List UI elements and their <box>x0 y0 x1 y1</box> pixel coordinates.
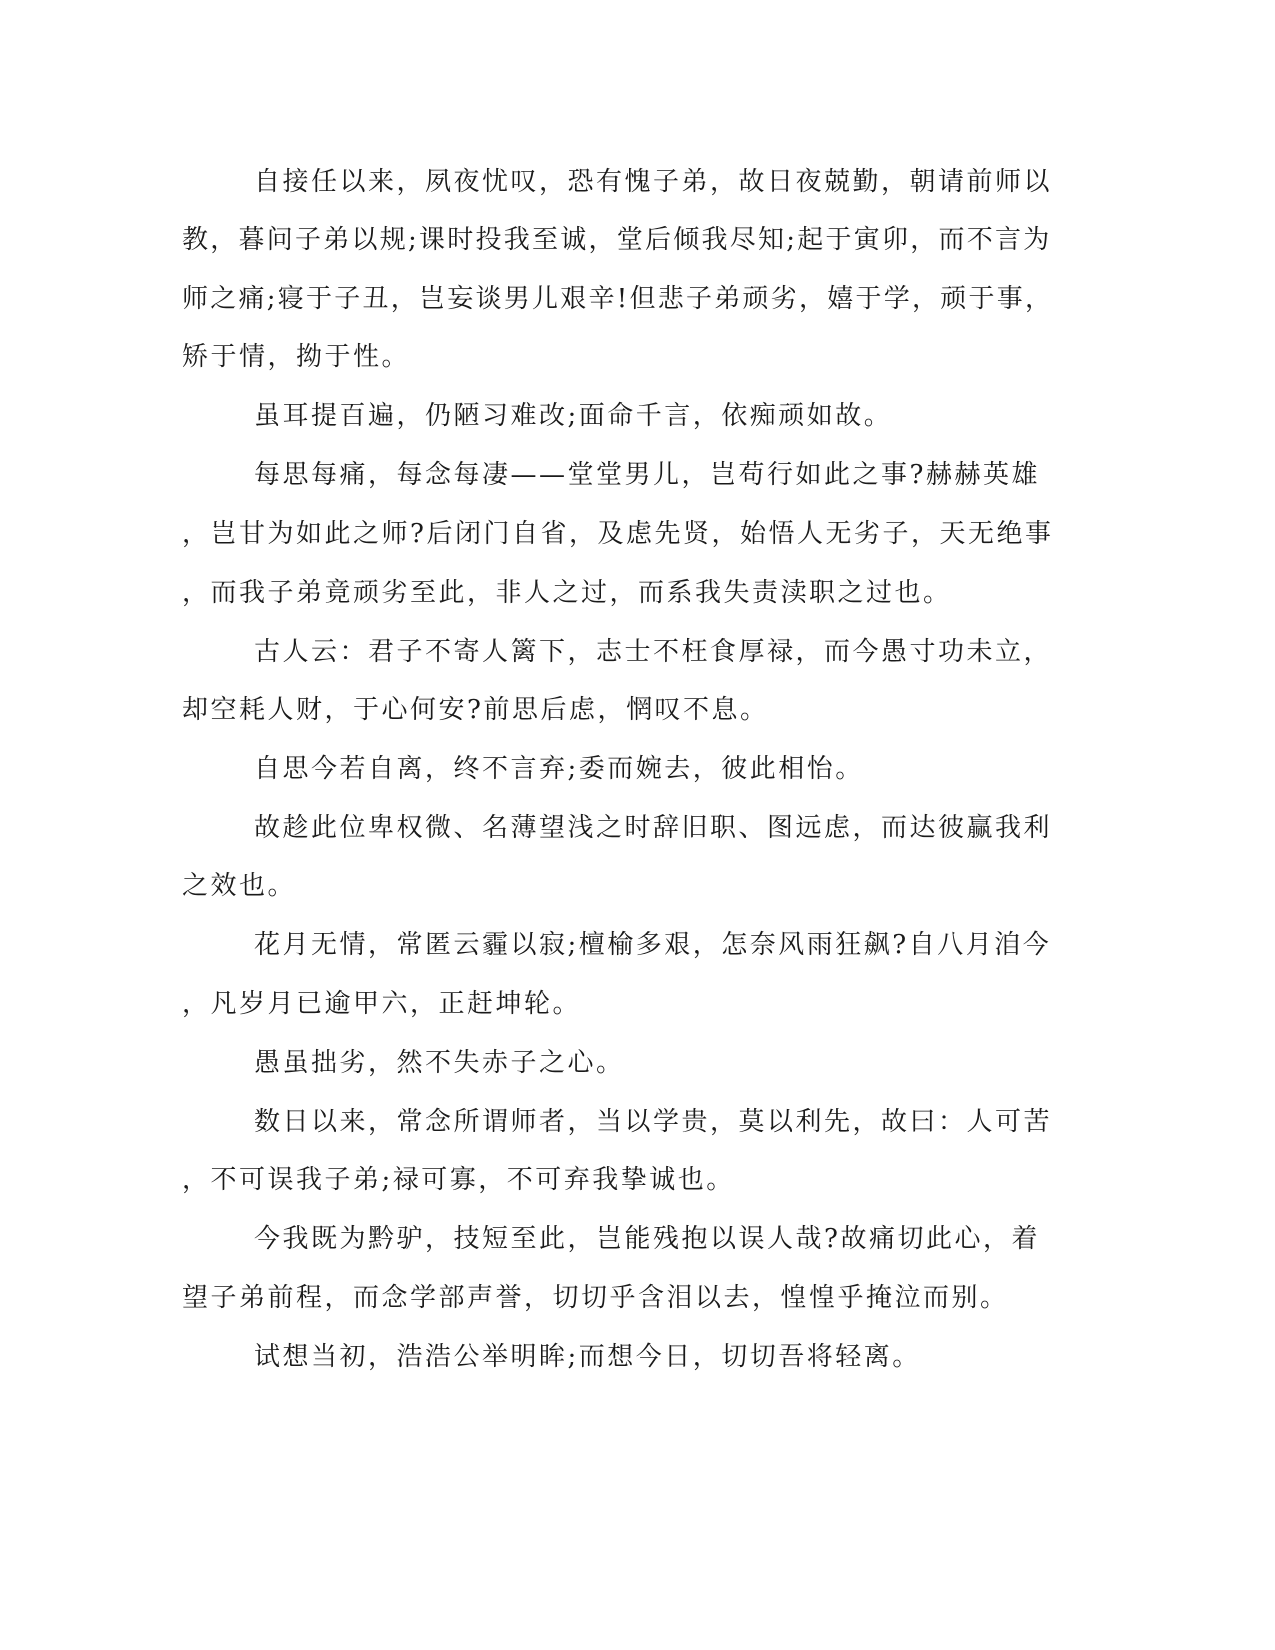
paragraph-line: 故趁此位卑权微、名薄望浅之时辞旧职、图远虑，而达彼赢我利 <box>254 813 1053 843</box>
paragraph-line: 教，暮问子弟以规;课时投我至诚，堂后倾我尽知;起于寅卯，而不言为 <box>182 225 1052 255</box>
paragraph-line: ，岂甘为如此之师?后闭门自省，及虑先贤，始悟人无劣子，天无绝事 <box>182 519 1054 549</box>
paragraph-line: 花月无情，常匿云霾以寂;檀榆多艰，怎奈风雨狂飙?自八月洎今 <box>254 930 1052 960</box>
paragraph-line: 今我既为黔驴，技短至此，岂能残抱以误人哉?故痛切此心，着 <box>254 1224 1040 1254</box>
paragraph-line: 古人云：君子不寄人篱下，志士不枉食厚禄，而今愚寸功未立， <box>254 637 1053 667</box>
paragraph-line: 自思今若自离，终不言弃;委而婉去，彼此相怡。 <box>254 754 864 784</box>
paragraph-line: 师之痛;寝于子丑，岂妄谈男儿艰辛!但悲子弟顽劣，嬉于学，顽于事， <box>182 284 1054 314</box>
paragraph-line: 却空耗人财，于心何安?前思后虑，惘叹不息。 <box>182 695 769 725</box>
paragraph-line: ，不可误我子弟;禄可寡，不可弃我挚诚也。 <box>182 1165 735 1195</box>
paragraph-line: 望子弟前程，而念学部声誉，切切乎含泪以去，惶惶乎掩泣而别。 <box>182 1283 1009 1313</box>
paragraph-line: 之效也。 <box>182 871 297 901</box>
paragraph-line: ，而我子弟竟顽劣至此，非人之过，而系我失责渎职之过也。 <box>182 578 952 608</box>
paragraph-line: 每思每痛，每念每凄——堂堂男儿，岂苟行如此之事?赫赫英雄 <box>254 460 1040 490</box>
paragraph-line: 自接任以来，夙夜忧叹，恐有愧子弟，故日夜兢勤，朝请前师以 <box>254 167 1053 197</box>
paragraph-line: 数日以来，常念所谓师者，当以学贵，莫以利先，故曰：人可苦 <box>254 1107 1053 1137</box>
paragraph-line: 愚虽拙劣，然不失赤子之心。 <box>254 1048 625 1078</box>
paragraph-line: 试想当初，浩浩公举明眸;而想今日，切切吾将轻离。 <box>254 1342 921 1372</box>
paragraph-line: 矫于情，拗于性。 <box>182 342 411 372</box>
paragraph-line: ，凡岁月已逾甲六，正赶坤轮。 <box>182 989 582 1019</box>
paragraph-line: 虽耳提百遍，仍陋习难改;面命千言，依痴顽如故。 <box>254 401 893 431</box>
